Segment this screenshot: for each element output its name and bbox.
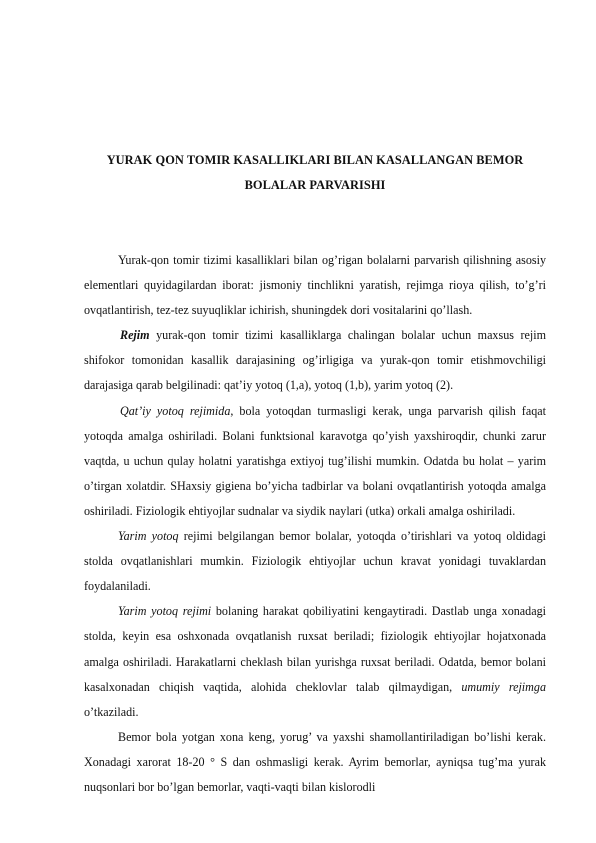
paragraph-yarim-yotoq — [84, 524, 546, 599]
term-qatiy-yotoq: Qat’iy yotoq rejimida — [120, 403, 231, 418]
paragraph-xona: Bemor bola yotgan xona keng, yorug’ va yaxshi shamollantiriladigan bo’lishi kerak. Xonadagi xarorat 18-20 ° S dan oshmasligi kerak. Ayrim bemorlar, ayniqsa tug’ma yurak nuqsonlari bor bo’lgan bemorlar, vaqti-vaqti bilan kislorodli — [84, 729, 546, 794]
term-rejim: Rejim — [120, 328, 150, 343]
paragraph-rejim — [84, 323, 546, 398]
paragraph-yarim-yotoq-rejimi-text: bolaning harakat qobiliyatini kengaytiradi. Dastlab unga xonadagi stolda, keyin esa oshxonada ovqatlanish ruxsat beriladi; fiziologik ehtiyojlar hojatxonada amalga oshiriladi. Harakatlarni cheklash bilan yurishga ruxsat beriladi. Odatda, bemor bolani kasalxonadan chiqish vaqtida, alohida cheklovlar talab qilmaydigan, — [84, 604, 546, 694]
paragraph-qatiy-yotoq — [84, 399, 546, 524]
paragraph-rejim-text: yurak-qon tomir tizimi kasalliklarga chalingan bolalar uchun maxsus rejim shifokor tomonidan kasallik darajasining og’irligiga va yurak-qon tomir etishmovchiligi darajasiga qarab belgilinadi: qat’iy yotoq (1,a), yotoq (1,b), yarim yotoq (2). — [84, 328, 546, 393]
paragraph-intro: Yurak-qon tomir tizimi kasalliklari bilan og’rigan bolalarni parvarish qilishning asosiy elementlari quyidagilardan iborat: jismoniy tinchlikni yaratish, rejimga rioya qilish, to’g’ri ovqatlantirish, tez-tez suyuqliklar ichirish, shuningdek dori vositalarini qo’llash. — [84, 253, 546, 318]
paragraph-yarim-yotoq-rejimi-tail: o’tkaziladi. — [84, 704, 139, 719]
term-umumiy-rejim: umumiy rejimga — [461, 679, 546, 694]
term-yarim-yotoq: Yarim yotoq — [118, 529, 179, 544]
paragraph-yarim-yotoq-text: rejimi belgilangan bemor bolalar, yotoqda o’tirishlari va yotoq oldidagi stolda ovqatlanishlari mumkin. Fiziologik ehtiyojlar uchun kravat yonidagi tuvaklardan foydalaniladi. — [84, 529, 546, 594]
document-body — [84, 248, 546, 800]
paragraph-qatiy-yotoq-text: , bola yotoqdan turmasligi kerak, unga parvarish qilish faqat yotoqda amalga oshiriladi. Bolani funktsional karavotga qo’yish yaxshiroqdir, chunki zarur vaqtda, u uchun qulay holatni yaratishga extiyoj tug’ilishi mumkin. Odatda bu holat – yarim o’tirgan xolatdir. SHaxsiy gigiena bo’yicha tadbirlar va bolani ovqatlantirish yotoqda amalga oshiriladi. Fiziologik ehtiyojlar sudnalar va siydik naylari (utka) orkali amalga oshiriladi. — [84, 403, 546, 518]
paragraph-yarim-yotoq-rejimi — [84, 599, 546, 724]
document-title: YURAK QON TOMIR KASALLIKLARI BILAN KASALLANGAN BEMOR BOLALAR PARVARISHI — [106, 153, 524, 192]
term-yarim-yotoq-rejimi: Yarim yotoq rejimi — [118, 604, 212, 619]
